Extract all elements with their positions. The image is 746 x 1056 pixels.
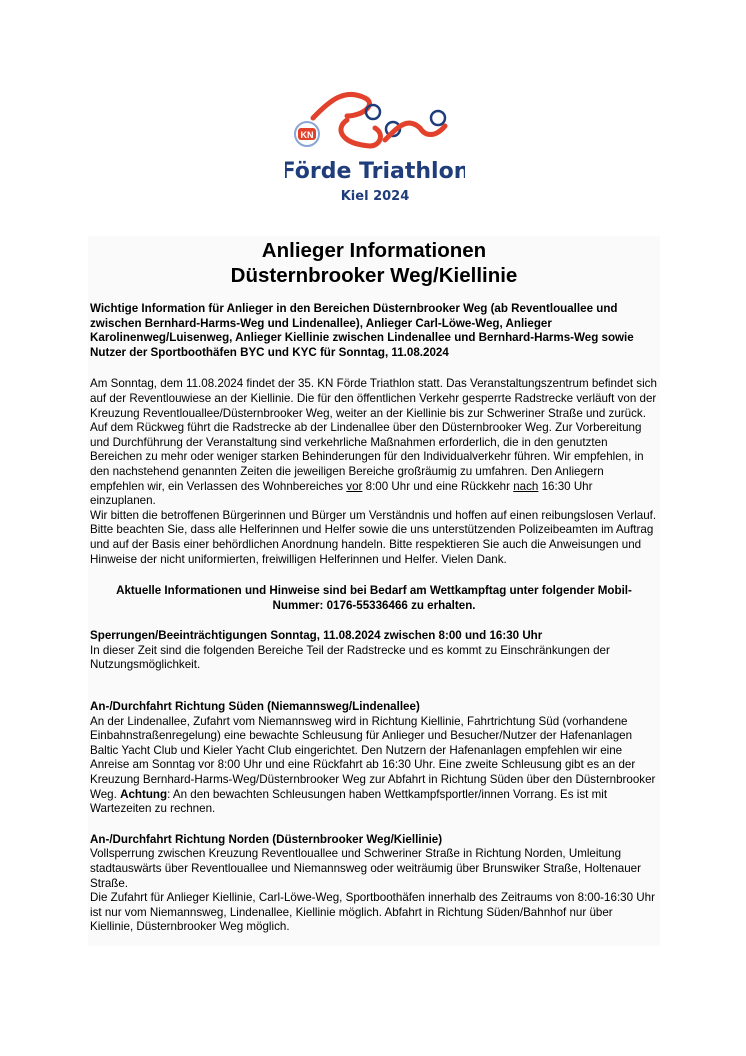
underlined-nach: nach [513, 479, 539, 493]
request-paragraph: Wir bitten die betroffenen Bürgerinnen und Bürger um Verständnis und hoffen auf einen reibungslosen Verlauf. Bitte beachten Sie, dass alle Helferinnen und Helfer sowie die uns unterstützenden Polizeibeamten im Auftrag und auf der Basis einer behördlichen Anordnung handeln. Bitte respektieren Sie auch die Anweisungen und Hinweise der nicht uniformierten, freiwilligen Helferinnen und Helfer. Vielen Dank. [90, 508, 657, 566]
title-line-2: Düsternbrooker Weg/Kiellinie [230, 264, 518, 287]
intro-heading: Wichtige Information für Anlieger in den Bereichen Düsternbrooker Weg (ab Reventlouallee und zwischen Bernhard-Harms-Weg und Lindenallee), Anlieger Carl-Löwe-Weg, Anlieger Karolinenweg/Luisenweg, Anlieger Kiellinie zwischen Lindenallee und Bernhard-Harms-Weg sowie Nutzer der Sportboothäfen BYC und KYC für Sonntag, 11.08.2024 [90, 302, 634, 359]
warning-label: Achtung [120, 787, 168, 801]
svg-text:Kiel 2024: Kiel 2024 [340, 189, 410, 204]
intro-paragraph [90, 377, 658, 508]
south-heading: An-/Durchfahrt Richtung Süden (Niemannsweg/Lindenallee) [90, 700, 420, 714]
south-text [90, 715, 658, 817]
document-body [90, 236, 658, 935]
text: 8:00 Uhr und eine Rückkehr [362, 479, 514, 493]
svg-text:Förde Triathlon: Förde Triathlon [285, 159, 465, 184]
document-title [90, 236, 658, 288]
text: An der Lindenallee, Zufahrt vom Niemannsweg wird in Richtung Kiellinie, Fahrtrichtung Süd (vorhandene Einbahnstraßenregelung) eine bewachte Schleusung für Anlieger und Besucher/Nutzer der Hafenanlagen Baltic Yacht Club und Kieler Yacht Club eingerichtet. Den Nutzern der Hafenanlagen empfehlen wir eine Anreise am Sonntag vor 8:00 Uhr und eine Rückfahrt ab 16:30 Uhr. Eine zweite Schleusung gibt es an der Kreuzung Bernhard-Harms-Weg/Düsternbrooker Weg zur Abfahrt in Richtung Süden über den Düsternbrooker Weg. [90, 714, 656, 801]
title-line-1: Anlieger Informationen [261, 239, 487, 262]
underlined-vor: vor [346, 479, 363, 493]
north-text-2: Die Zufahrt für Anlieger Kiellinie, Carl-Löwe-Weg, Sportboothäfen innerhalb des Zeitraums von 8:00-16:30 Uhr ist nur vom Niemannsweg, Lindenallee, Kiellinie möglich. Abfahrt in Richtung Süden/Bahnhof nur über Kiellinie, Düsternbrooker Weg möglich. [90, 891, 655, 934]
north-text-1: Vollsperrung zwischen Kreuzung Reventlouallee und Schweriner Straße in Richtung Norden, Umleitung stadtauswärts über Reventlouallee und Niemannsweg oder weiträumig über Brunswiker Straße, Holtenauer Straße. [90, 847, 641, 890]
closures-heading: Sperrungen/Beeinträchtigungen Sonntag, 11.08.2024 zwischen 8:00 und 16:30 Uhr [90, 629, 543, 643]
forde-triathlon-logo [285, 88, 465, 208]
text: Am Sonntag, dem 11.08.2024 findet der 35. KN Förde Triathlon statt. Das Veranstaltungszentrum befindet sich auf der Reventlouwiese an der Kiellinie. Die für den öffentlichen Verkehr gesperrte Radstrecke verläuft von der Kreuzung Reventlouallee/Düsternbrooker Weg, weiter an der Kiellinie bis zur Schweriner Straße und zurück. Auf dem Rückweg führt die Radstrecke ab der Lindenallee über den Düsternbrooker Weg. Zur Vorbereitung und Durchführung der Veranstaltung sind verkehrliche Maßnahmen erforderlich, die in den genutzten Bereichen zu mehr oder weniger starken Behinderungen für den Individualverkehr führen. Wir empfehlen, in den nachstehend genannten Zeiten die jeweiligen Bereiche großräumig zu umfahren. Den Anliegern empfehlen wir, ein Verlassen des Wohnbereiches [90, 377, 657, 493]
triathlon-figures-icon [285, 88, 465, 208]
closures-text: In dieser Zeit sind die folgenden Bereiche Teil der Radstrecke und es kommt zu Einschränkungen der Nutzungsmöglichkeit. [90, 643, 610, 672]
svg-text:KN: KN [300, 130, 314, 140]
text: : An den bewachten Schleusungen haben Wettkampfsportler/innen Vorrang. Es ist mit Wartezeiten zu rechnen. [90, 787, 608, 816]
contact-info: Aktuelle Informationen und Hinweise sind bei Bedarf am Wettkampftag unter folgender Mobil-Nummer: 0176-55336466 zu erhalten. [116, 584, 632, 612]
text: 16:30 Uhr einzuplanen. [90, 479, 593, 508]
north-heading: An-/Durchfahrt Richtung Norden (Düsternbrooker Weg/Kiellinie) [90, 832, 443, 846]
